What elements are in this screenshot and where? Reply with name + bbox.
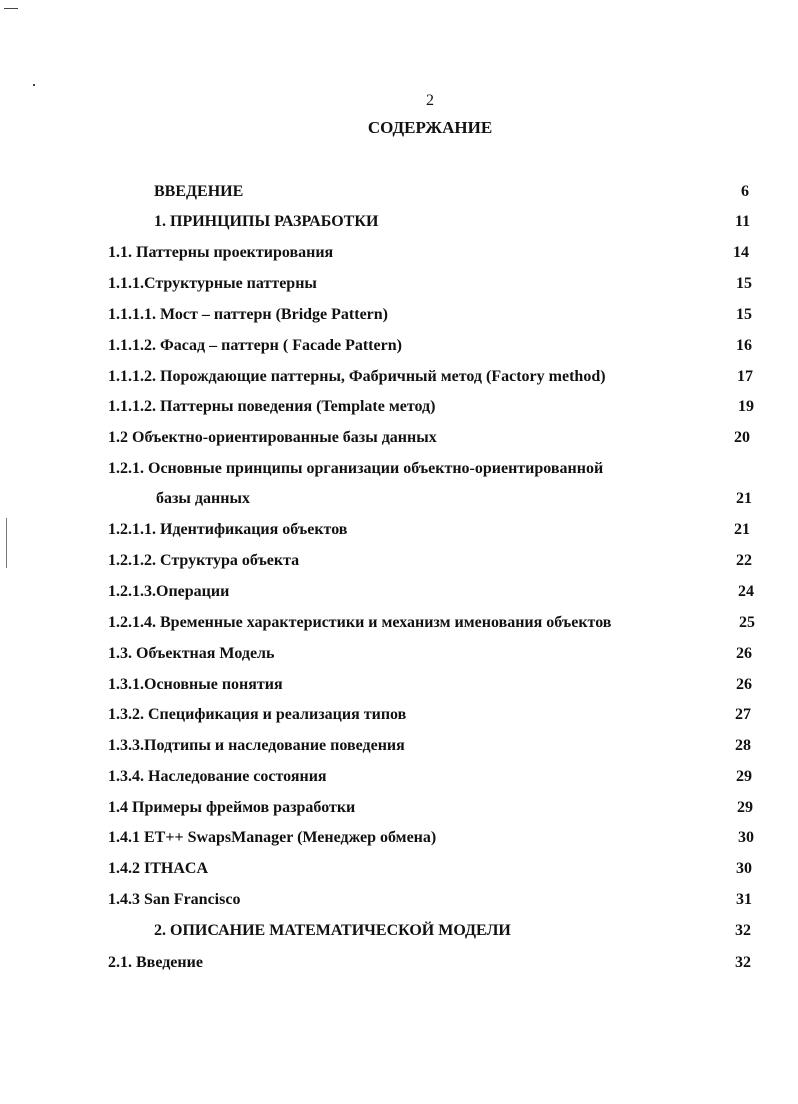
toc-page-1-4-3: 31: [736, 891, 752, 908]
toc-entry-1-2-1-cont: базы данных: [156, 490, 250, 507]
toc-page-1-2-1-1: 21: [734, 521, 750, 538]
toc-page-1-2-1: 21: [736, 490, 752, 507]
toc-entry-introduction: ВВЕДЕНИЕ: [154, 183, 244, 200]
toc-entry-1-1-1-2-factory: 1.1.1.2. Порождающие паттерны, Фабричный метод (Factory method): [108, 368, 606, 385]
toc-entry-2-1: 2.1. Введение: [108, 954, 203, 971]
toc-entry-1-1-1-1: 1.1.1.1. Мост – паттерн (Bridge Pattern): [108, 306, 388, 323]
toc-entry-1-4-3: 1.4.3 San Francisco: [108, 891, 241, 908]
toc-page-1-2-1-4: 25: [739, 614, 755, 631]
toc-page-1-3-3: 28: [735, 737, 751, 754]
toc-entry-1-3-4: 1.3.4. Наследование состояния: [108, 768, 327, 785]
toc-entry-1-2-1-4: 1.2.1.4. Временные характеристики и механизм именования объектов: [108, 614, 612, 631]
toc-entry-1-2-1: 1.2.1. Основные принципы организации объектно-ориентированной: [108, 460, 604, 477]
toc-page-1-3-1: 26: [736, 676, 752, 693]
toc-entry-1-3-1: 1.3.1.Основные понятия: [108, 676, 283, 693]
toc-entry-1-2-1-2: 1.2.1.2. Структура объекта: [108, 552, 300, 569]
toc-entry-1-4-1: 1.4.1 ЕТ++ SwapsManager (Менеджер обмена): [108, 829, 437, 846]
toc-page-1-2: 20: [734, 429, 750, 446]
toc-page-introduction: 6: [741, 183, 749, 200]
toc-entry-1-2-1-1: 1.2.1.1. Идентификация объектов: [108, 521, 348, 538]
scan-mark-top-left: [4, 8, 18, 9]
toc-page-1-1-1-2-factory: 17: [737, 368, 753, 385]
toc-page-chapter-1: 11: [735, 213, 751, 230]
toc-page-1-3: 26: [736, 645, 752, 662]
toc-entry-1-3: 1.3. Объектная Модель: [108, 645, 275, 662]
toc-page-chapter-2: 32: [735, 922, 751, 939]
toc-page-2-1: 32: [735, 954, 751, 971]
toc-page-1-1-1-1: 15: [736, 306, 752, 323]
toc-entry-chapter-1: 1. ПРИНЦИПЫ РАЗРАБОТКИ: [154, 213, 379, 230]
toc-entry-chapter-2: 2. ОПИСАНИЕ МАТЕМАТИЧЕСКОЙ МОДЕЛИ: [154, 922, 511, 939]
toc-page-1-1-1: 15: [736, 275, 752, 292]
toc-entry-1-1-1-2-template: 1.1.1.2. Паттерны поведения (Template метод): [108, 398, 436, 415]
toc-page-1-1-1-2-template: 19: [738, 398, 754, 415]
toc-page-1-4-1: 30: [738, 829, 754, 846]
toc-title: СОДЕРЖАНИЕ: [367, 118, 493, 137]
toc-page-1-2-1-2: 22: [736, 552, 752, 569]
toc-entry-1-2: 1.2 Объектно-ориентированные базы данных: [108, 429, 437, 446]
toc-page-1-2-1-3: 24: [738, 583, 754, 600]
toc-page-1-1-1-2-facade: 16: [736, 337, 752, 354]
toc-entry-1-4-2: 1.4.2 ITHACA: [108, 860, 209, 877]
scan-mark-left-edge: [6, 518, 7, 568]
toc-entry-1-3-2: 1.3.2. Спецификация и реализация типов: [108, 706, 407, 723]
page-number: 2: [426, 92, 434, 109]
toc-page-1-3-4: 29: [736, 768, 752, 785]
toc-entry-1-1-1: 1.1.1.Структурные паттерны: [108, 275, 317, 292]
toc-entry-1-4: 1.4 Примеры фреймов разработки: [108, 799, 356, 816]
toc-page-1-4-2: 30: [736, 860, 752, 877]
toc-entry-1-3-3: 1.3.3.Подтипы и наследование поведения: [108, 737, 405, 754]
toc-entry-1-1: 1.1. Паттерны проектирования: [108, 244, 334, 261]
toc-page-1-4: 29: [737, 799, 753, 816]
scan-mark-dot: [33, 84, 35, 86]
toc-entry-1-1-1-2-facade: 1.1.1.2. Фасад – паттерн ( Facade Pattern): [108, 337, 402, 354]
toc-page-1-1: 14: [733, 244, 749, 261]
toc-entry-1-2-1-3: 1.2.1.3.Операции: [108, 583, 230, 600]
toc-page-1-3-2: 27: [735, 706, 751, 723]
